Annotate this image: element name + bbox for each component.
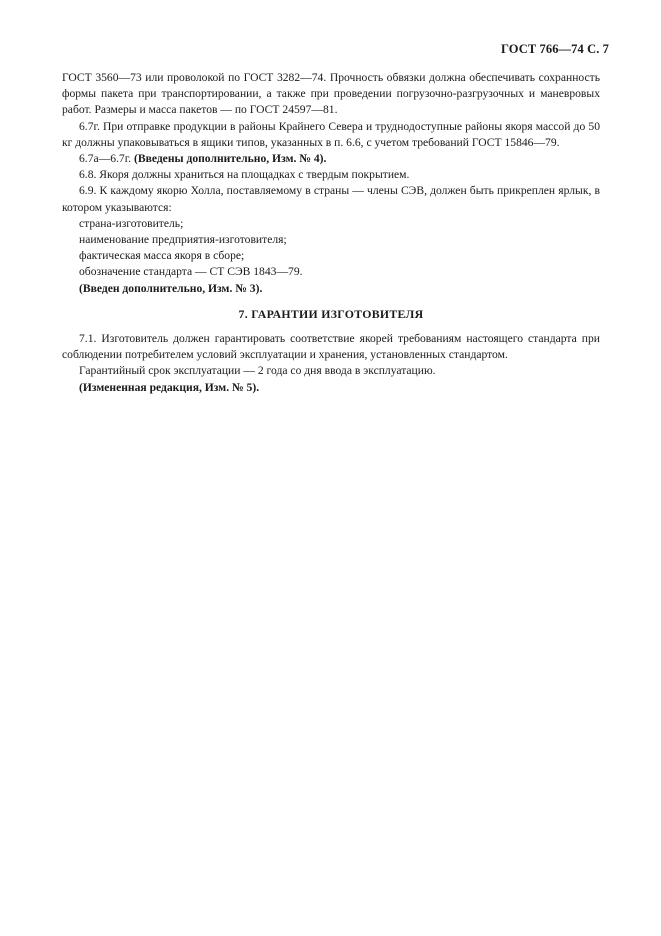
list-item: фактическая масса якоря в сборе; (79, 249, 245, 263)
paragraph-6-8: 6.8. Якоря должны храниться на площадках с твердым покрытием. (79, 168, 410, 182)
paragraph-7-1: 7.1. Изготовитель должен гарантировать соответствие якорей требованиям настоящего стандарта при соблюдении потребителем условий эксплуатации и хранения, установленных стандартом. (62, 332, 600, 362)
list-item: обозначение стандарта — СТ СЭВ 1843—79. (79, 265, 303, 279)
paragraph-6-7a-note (62, 151, 600, 167)
note-prefix: 6.7а—6.7г. (79, 152, 134, 166)
section-title: 7. ГАРАНТИИ ИЗГОТОВИТЕЛЯ (238, 306, 424, 321)
paragraph-6-9: 6.9. К каждому якорю Холла, поставляемому в страны — члены СЭВ, должен быть прикреплен ярлык, в котором указываются: (62, 184, 600, 214)
list-item: страна-изготовитель; (79, 216, 184, 230)
paragraph-warranty: Гарантийный срок эксплуатации — 2 года со дня ввода в эксплуатацию. (79, 364, 436, 378)
amendment-note-5: (Измененная редакция, Изм. № 5). (79, 380, 260, 394)
page-header: ГОСТ 766—74 С. 7 (500, 42, 609, 56)
list-item: наименование предприятия-изготовителя; (79, 233, 287, 247)
paragraph-packaging: ГОСТ 3560—73 или проволокой по ГОСТ 3282—74. Прочность обвязки должна обеспечивать сохранность формы пакета при транспортировании, а также при проведении погрузочно-разгрузочных и маневровых работ. Размеры и масса пакетов — по ГОСТ 24597—81. (62, 71, 600, 117)
paragraph-6-7g: 6.7г. При отправке продукции в районы Крайнего Севера и труднодоступные районы якоря массой до 50 кг должны упаковываться в ящики типов, указанных в п. 6.6, с учетом требований ГОСТ 15846—79. (62, 119, 600, 149)
amendment-note-3: (Введен дополнительно, Изм. № 3). (79, 281, 263, 295)
amendment-note-4: (Введены дополнительно, Изм. № 4). (133, 152, 327, 166)
document-body (62, 70, 600, 396)
